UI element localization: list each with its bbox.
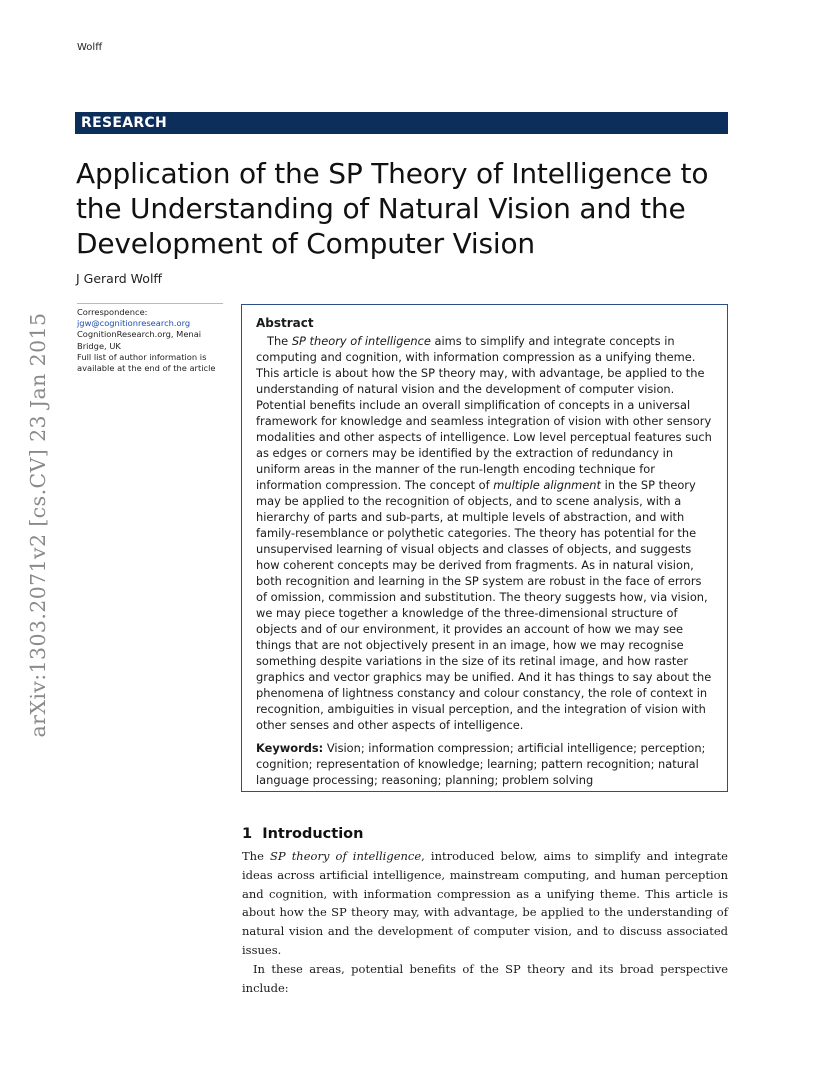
abstract-text bbox=[256, 333, 714, 733]
correspondence-label: Correspondence: bbox=[77, 307, 148, 317]
correspondence-note: Full list of author information is available at the end of the article bbox=[77, 351, 216, 374]
intro-p1-italic: SP theory of intelligence bbox=[269, 849, 422, 863]
section-label-banner: RESEARCH bbox=[75, 112, 728, 134]
intro-paragraph-2: In these areas, potential benefits of the SP theory and its broad perspective include: bbox=[242, 961, 728, 995]
correspondence-affiliation: CognitionResearch.org, Menai Bridge, UK bbox=[77, 329, 202, 351]
paper-title: Application of the SP Theory of Intelligence to the Understanding of Natural Vision and the Development of Computer Vision bbox=[76, 157, 709, 260]
intro-p1-text: , introduced below, aims to simplify and integrate ideas across artificial intelligence, mainstream computing, and human perception and cognition, with information compression as a unifying theme. This article is about how the SP theory may, with advantage, be applied to the understanding of natural vision and the development of computer vision, and to discuss associated issues. bbox=[242, 849, 728, 957]
keywords-label: Keywords: bbox=[256, 741, 324, 755]
keywords bbox=[256, 740, 714, 788]
intro-section-number: 1 bbox=[242, 826, 253, 842]
abstract-box bbox=[241, 304, 728, 792]
correspondence-block bbox=[77, 303, 223, 374]
keywords-list: Vision; information compression; artificial intelligence; perception; cognition; representation of knowledge; learning; pattern recognition; natural language processing; reasoning; planning; problem solving bbox=[256, 741, 706, 787]
abstract-body-2: in the SP theory may be applied to the recognition of objects, and to scene analysis, with a hierarchy of parts and sub-parts, at multiple levels of abstraction, and with family-resemblance or polythetic categories. The theory has potential for the unsupervised learning of visual objects and classes of objects, and suggests how coherent concepts may be derived from fragments. As in natural vision, both recognition and learning in the SP system are robust in the face of errors of omission, commission and substitution. The theory suggests how, via vision, we may piece together a knowledge of the three-dimensional structure of objects and of our environment, it provides an account of how we may see things that are not objectively present in an image, how we may recognise something despite variations in the size of its retinal image, and how raster graphics and vector graphics may be unified. And it has things to say about the phenomena of lightness constancy and colour constancy, the role of context in recognition, ambiguities in visual perception, and the integration of vision with other senses and other aspects of intelligence. bbox=[256, 478, 712, 732]
running-head: Wolff bbox=[77, 42, 103, 53]
intro-paragraph-1 bbox=[242, 847, 728, 960]
intro-p1-lead: The bbox=[242, 849, 270, 863]
abstract-body-1: aims to simplify and integrate concepts in computing and cognition, with information compression as a unifying theme. This article is about how the SP theory may, with advantage, be applied to the understanding of natural vision and the development of computer vision. Potential benefits include an overall simplification of concepts in a universal framework for knowledge and seamless integration of vision with other sensory modalities and other aspects of intelligence. Low level perceptual features such as edges or corners may be identified by the extraction of redundancy in uniform areas in the manner of the run-length encoding technique for information compression. The concept of bbox=[256, 334, 712, 492]
author-name: J Gerard Wolff bbox=[76, 271, 163, 286]
intro-section-title: Introduction bbox=[262, 826, 364, 842]
abstract-lead: The bbox=[267, 334, 292, 348]
abstract-heading: Abstract bbox=[256, 316, 314, 330]
abstract-lead-italic: SP theory of intelligence bbox=[291, 334, 431, 348]
abstract-mid-italic: multiple alignment bbox=[493, 478, 601, 492]
intro-heading bbox=[242, 826, 363, 842]
intro-body bbox=[242, 847, 728, 997]
arxiv-stamp: arXiv:1303.2071v2 [cs.CV] 23 Jan 2015 bbox=[26, 312, 50, 738]
correspondence-email-link[interactable]: jgw@cognitionresearch.org bbox=[77, 318, 191, 329]
